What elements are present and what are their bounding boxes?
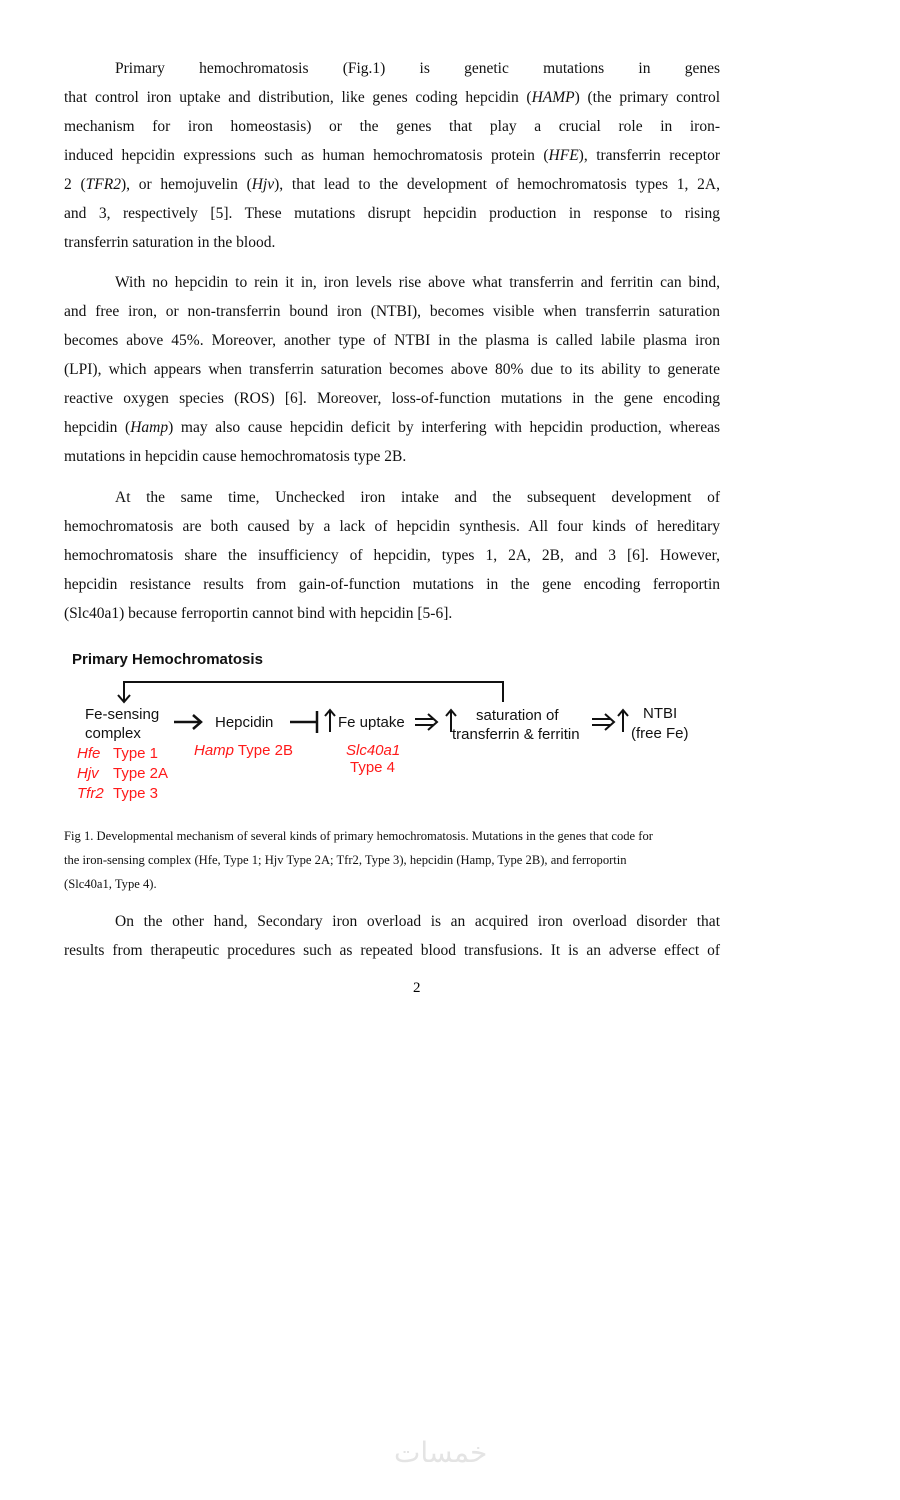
- text-segment: and free iron, or non-transferrin bound iron (NTBI), becomes visible when transferrin saturation: [64, 303, 720, 320]
- gene-row: [77, 745, 100, 763]
- text-segment: Primary hemochromatosis (Fig.1) is genetic mutations in genes: [115, 60, 720, 77]
- text-segment: reactive oxygen species (ROS) [6]. Moreover, loss-of-function mutations in the gene encoding: [64, 390, 720, 407]
- text-segment: hepcidin (: [64, 419, 131, 436]
- italic-gene-name: TFR2: [85, 176, 121, 193]
- page-number: 2: [413, 980, 421, 996]
- text-segment: At the same time, Unchecked iron intake and the subsequent development of: [115, 489, 720, 506]
- italic-gene-name: HAMP: [531, 89, 575, 106]
- fe-uptake-label: Fe uptake: [338, 714, 405, 731]
- gene-name: Slc40a1: [346, 742, 401, 759]
- double-arrow-icon: [415, 714, 437, 730]
- text-line: [64, 907, 720, 936]
- italic-gene-name: Hamp: [130, 419, 169, 436]
- figure-caption: [64, 824, 724, 896]
- text-segment: On the other hand, Secondary iron overload is an acquired iron overload disorder that: [115, 913, 720, 930]
- gene-name: Hamp: [194, 742, 235, 759]
- activation-arrow: [174, 715, 201, 729]
- transferrin-ferritin-label: transferrin & ferritin: [452, 726, 580, 743]
- text-segment: hemochromatosis are both caused by a lack of hepcidin synthesis. All four kinds of hereditary: [64, 518, 720, 535]
- inhibition-arrow: [290, 711, 317, 733]
- text-segment: mutations in hepcidin cause hemochromatosis type 2B.: [64, 448, 407, 465]
- complex-label: complex: [85, 725, 141, 742]
- gene-name: Hfe: [77, 745, 101, 762]
- up-arrow-icon: [618, 710, 628, 732]
- text-segment: ), transferrin receptor: [578, 147, 720, 164]
- text-segment: becomes above 45%. Moreover, another type of NTBI in the plasma is called labile plasma iron: [64, 332, 720, 349]
- text-segment: hemochromatosis share the insufficiency of hepcidin, types 1, 2A, 2B, and 3 [6]. However,: [64, 547, 720, 564]
- text-segment: transferrin saturation in the blood.: [64, 234, 276, 251]
- text-segment: (Slc40a1) because ferroportin cannot bind with hepcidin [5-6].: [64, 605, 453, 622]
- italic-gene-name: Hjv: [251, 176, 275, 193]
- text-segment: that control iron uptake and distribution, like genes coding hepcidin (: [64, 89, 532, 106]
- slc-gene: [346, 742, 400, 760]
- text-segment: mechanism for iron homeostasis) or the genes that play a crucial role in iron-: [64, 118, 720, 135]
- gene-row: [77, 765, 99, 783]
- ntbi-label: NTBI: [643, 705, 678, 722]
- type-label: Type 2A: [113, 765, 169, 782]
- text-segment: hepcidin resistance results from gain-of-function mutations in the gene encoding ferroportin: [64, 576, 720, 593]
- type-label: Type 1: [113, 745, 159, 762]
- text-segment: results from therapeutic procedures such as repeated blood transfusions. It is an adverse effect of: [64, 942, 720, 959]
- gene-row: [77, 785, 104, 803]
- fe-sensing-label: Fe-sensing: [85, 706, 160, 723]
- type-label: Type 2B: [237, 742, 293, 759]
- caption-line: (Slc40a1, Type 4).: [64, 877, 157, 891]
- text-segment: ) (the primary control: [574, 89, 720, 106]
- slc-type: Type 4: [350, 759, 396, 776]
- double-arrow-icon: [592, 714, 614, 730]
- text-segment: and 3, respectively [5]. These mutations disrupt hepcidin production in response to rising: [64, 205, 720, 222]
- gene-name: Hjv: [77, 765, 99, 782]
- text-segment: 2 (: [64, 176, 86, 193]
- saturation-label: saturation of: [476, 707, 559, 724]
- watermark-logo: خمسات: [394, 1436, 488, 1469]
- figure-title: Primary Hemochromatosis: [72, 651, 263, 668]
- gene-name: Tfr2: [77, 785, 104, 802]
- feedback-line: [118, 682, 503, 702]
- up-arrow-icon: [325, 710, 335, 732]
- paragraph-4: [64, 907, 720, 965]
- text-segment: ), that lead to the development of hemochromatosis types 1, 2A,: [274, 176, 720, 193]
- text-segment: (LPI), which appears when transferrin saturation becomes above 80% due to its ability to generate: [64, 361, 720, 378]
- text-segment: With no hepcidin to rein it in, iron levels rise above what transferrin and ferritin can bind,: [115, 274, 720, 291]
- type-label: Type 3: [113, 785, 159, 802]
- caption-line: Fig 1. Developmental mechanism of several kinds of primary hemochromatosis. Mutations in the genes that code for: [64, 829, 653, 843]
- italic-gene-name: HFE: [548, 147, 579, 164]
- text-segment: ) may also cause hepcidin deficit by interfering with hepcidin production, whereas: [168, 419, 720, 436]
- caption-line: the iron-sensing complex (Hfe, Type 1; Hjv Type 2A; Tfr2, Type 3), hepcidin (Hamp, Type 2B), and ferroportin: [64, 853, 627, 867]
- text-segment: induced hepcidin expressions such as human hemochromatosis protein (: [64, 147, 549, 164]
- free-fe-label: (free Fe): [631, 725, 689, 742]
- text-segment: ), or hemojuvelin (: [120, 176, 252, 193]
- text-line: [64, 936, 720, 965]
- hamp-annotation: [194, 742, 293, 760]
- hepcidin-label: Hepcidin: [215, 714, 274, 731]
